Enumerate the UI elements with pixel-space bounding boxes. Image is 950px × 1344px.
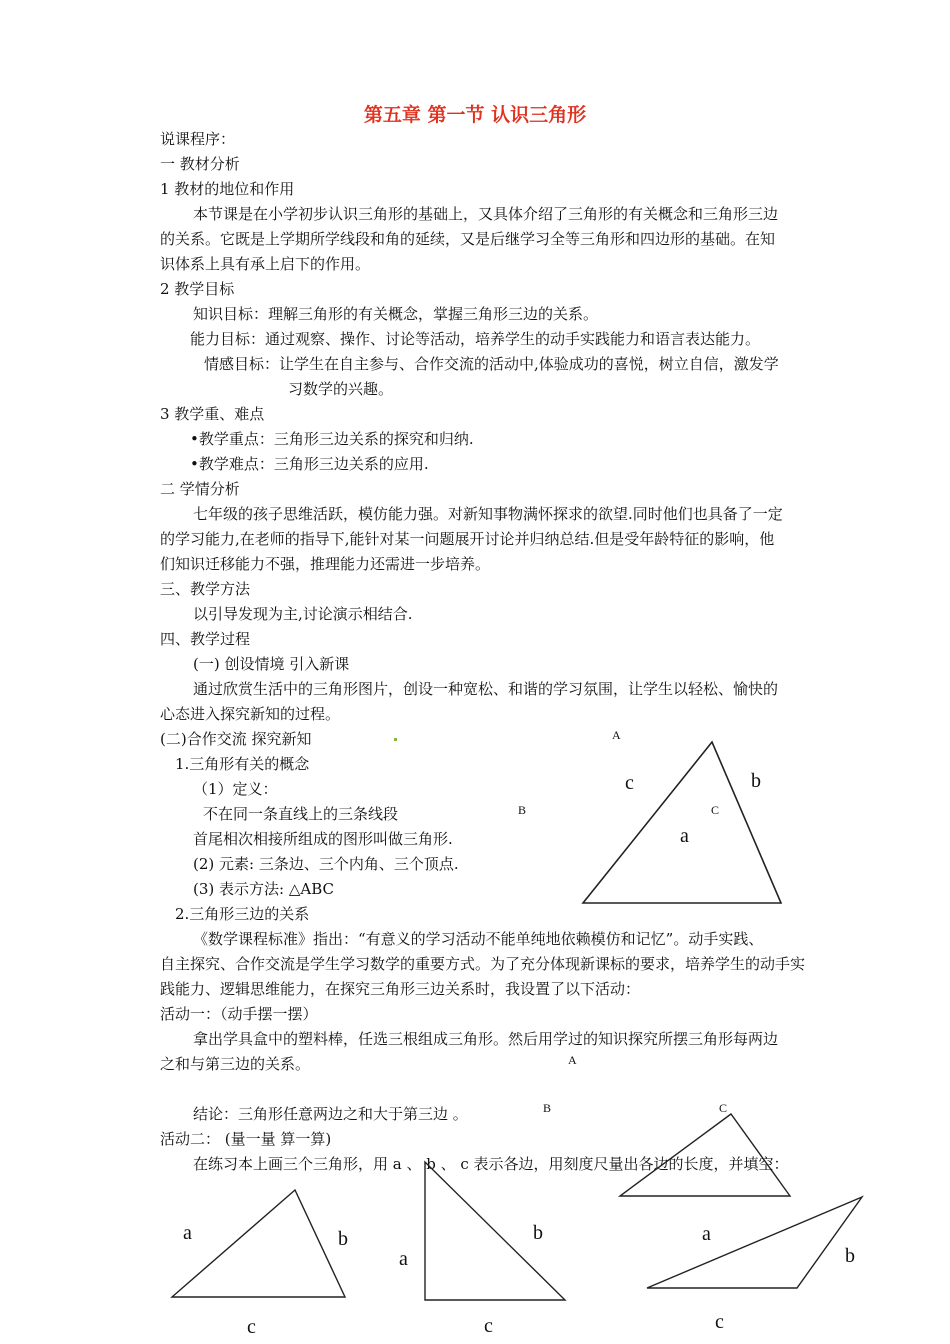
paragraph-line: 之和与第三边的关系。 [160,1055,311,1073]
section-heading: 三、教学方法 [160,580,251,598]
paragraph-line: 习数学的兴趣。 [288,380,394,398]
text-line: (2) 元素: 三条边、三个内角、三个顶点. [193,855,459,873]
triangle-abc-main [583,742,781,903]
conclusion-line: 结论：三角形任意两边之和大于第三边 。 [193,1105,468,1123]
paragraph-line: 知识目标：理解三角形的有关概念，掌握三角形三边的关系。 [193,305,599,323]
side-label: a [702,1223,711,1245]
subsection-heading: 3 教学重、难点 [160,405,265,423]
paragraph-line: 以引导发现为主,讨论演示相结合. [193,605,413,623]
subsection-heading: 1 教材的地位和作用 [160,180,295,198]
paragraph-line: 通过欣赏生活中的三角形图片，创设一种宽松、和谐的学习氛围，让学生以轻松、愉快的 [193,680,779,698]
subsection-heading: (二)合作交流 探究新知 [160,730,312,748]
bullet-item: •教学难点：三角形三边关系的应用. [190,455,429,473]
side-label: b [338,1228,348,1250]
paragraph-line: 心态进入探究新知的过程。 [160,705,341,723]
paragraph-line: 《数学课程标准》指出：“有意义的学习活动不能单纯地依赖模仿和记忆”。动手实践、 [193,930,764,948]
side-label: b [533,1222,543,1244]
side-label: a [183,1222,192,1244]
side-label: c [484,1315,493,1337]
subsection-heading: 2 教学目标 [160,280,235,298]
paragraph-line: 七年级的孩子思维活跃，模仿能力强。对新知事物满怀探求的欲望.同时他们也具备了一定 [193,505,783,523]
triangle-exercise-2 [425,1162,565,1300]
text-line: 首尾相次相接所组成的图形叫做三角形. [193,830,453,848]
triangle-exercise-3 [647,1197,862,1288]
side-label: a [680,825,689,847]
side-label: c [715,1311,724,1333]
text-line: （1）定义： [193,780,278,798]
vertex-label: A [568,1053,577,1067]
vertex-label: C [711,803,720,817]
paragraph-line: 的关系。它既是上学期所学线段和角的延续，又是后继学习全等三角形和四边形的基础。在知 [160,230,776,248]
side-label: b [845,1245,855,1267]
paragraph-line: 情感目标：让学生在自主参与、合作交流的活动中,体验成功的喜悦，树立自信，激发学 [204,355,779,373]
paragraph-line: 的学习能力,在老师的指导下,能针对某一问题展开讨论并归纳总结.但是受年龄特征的影响，他 [160,530,775,548]
text-line: 说课程序： [160,130,236,148]
side-label: a [399,1248,408,1270]
triangle-abc-small [620,1114,790,1196]
paragraph-line: 拿出学具盒中的塑料棒，任选三根组成三角形。然后用学过的知识探究所摆三角形每两边 [193,1030,779,1048]
triangle-exercise-1 [172,1190,345,1297]
section-heading: 二 学情分析 [160,480,240,498]
bullet-item: •教学重点：三角形三边关系的探究和归纳. [190,430,474,448]
section-heading: 一 教材分析 [160,155,240,173]
vertex-label: A [612,728,621,742]
side-label: b [751,770,761,792]
text-line: (3) 表示方法: △ABC [193,880,334,898]
paragraph-line: 能力目标：通过观察、操作、讨论等活动，培养学生的动手实践能力和语言表达能力。 [190,330,761,348]
paragraph-line: 们知识迁移能力不强，推理能力还需进一步培养。 [160,555,491,573]
paragraph-line: 在练习本上画三个三角形，用 a 、 b 、 c 表示各边，用刻度尺量出各边的长度，并填空： [193,1155,789,1173]
subsection-heading: 1.三角形有关的概念 [175,755,310,773]
subsection-heading: (一) 创设情境 引入新课 [193,655,350,673]
paragraph-line: 践能力、逻辑思维能力，在探究三角形三边关系时，我设置了以下活动： [160,980,641,998]
paragraph-line: 识体系上具有承上启下的作用。 [160,255,371,273]
side-label: c [247,1316,256,1338]
subsection-heading: 2.三角形三边的关系 [175,905,310,923]
vertex-label: B [543,1101,552,1115]
paragraph-line: 本节课是在小学初步认识三角形的基础上，又具体介绍了三角形的有关概念和三角形三边 [193,205,779,223]
text-line: 不在同一条直线上的三条线段 [203,805,399,823]
page-title: 第五章 第一节 认识三角形 [363,104,587,126]
section-heading: 四、教学过程 [160,630,251,648]
text-line: 活动一：（动手摆一摆） [160,1005,318,1023]
vertex-label: C [719,1101,728,1115]
side-label: c [625,772,634,794]
text-line: 活动二： (量一量 算一算) [160,1130,332,1148]
paragraph-line: 自主探究、合作交流是学生学习数学的重要方式。为了充分体现新课标的要求，培养学生的动手实 [160,955,806,973]
vertex-label: B [518,803,527,817]
